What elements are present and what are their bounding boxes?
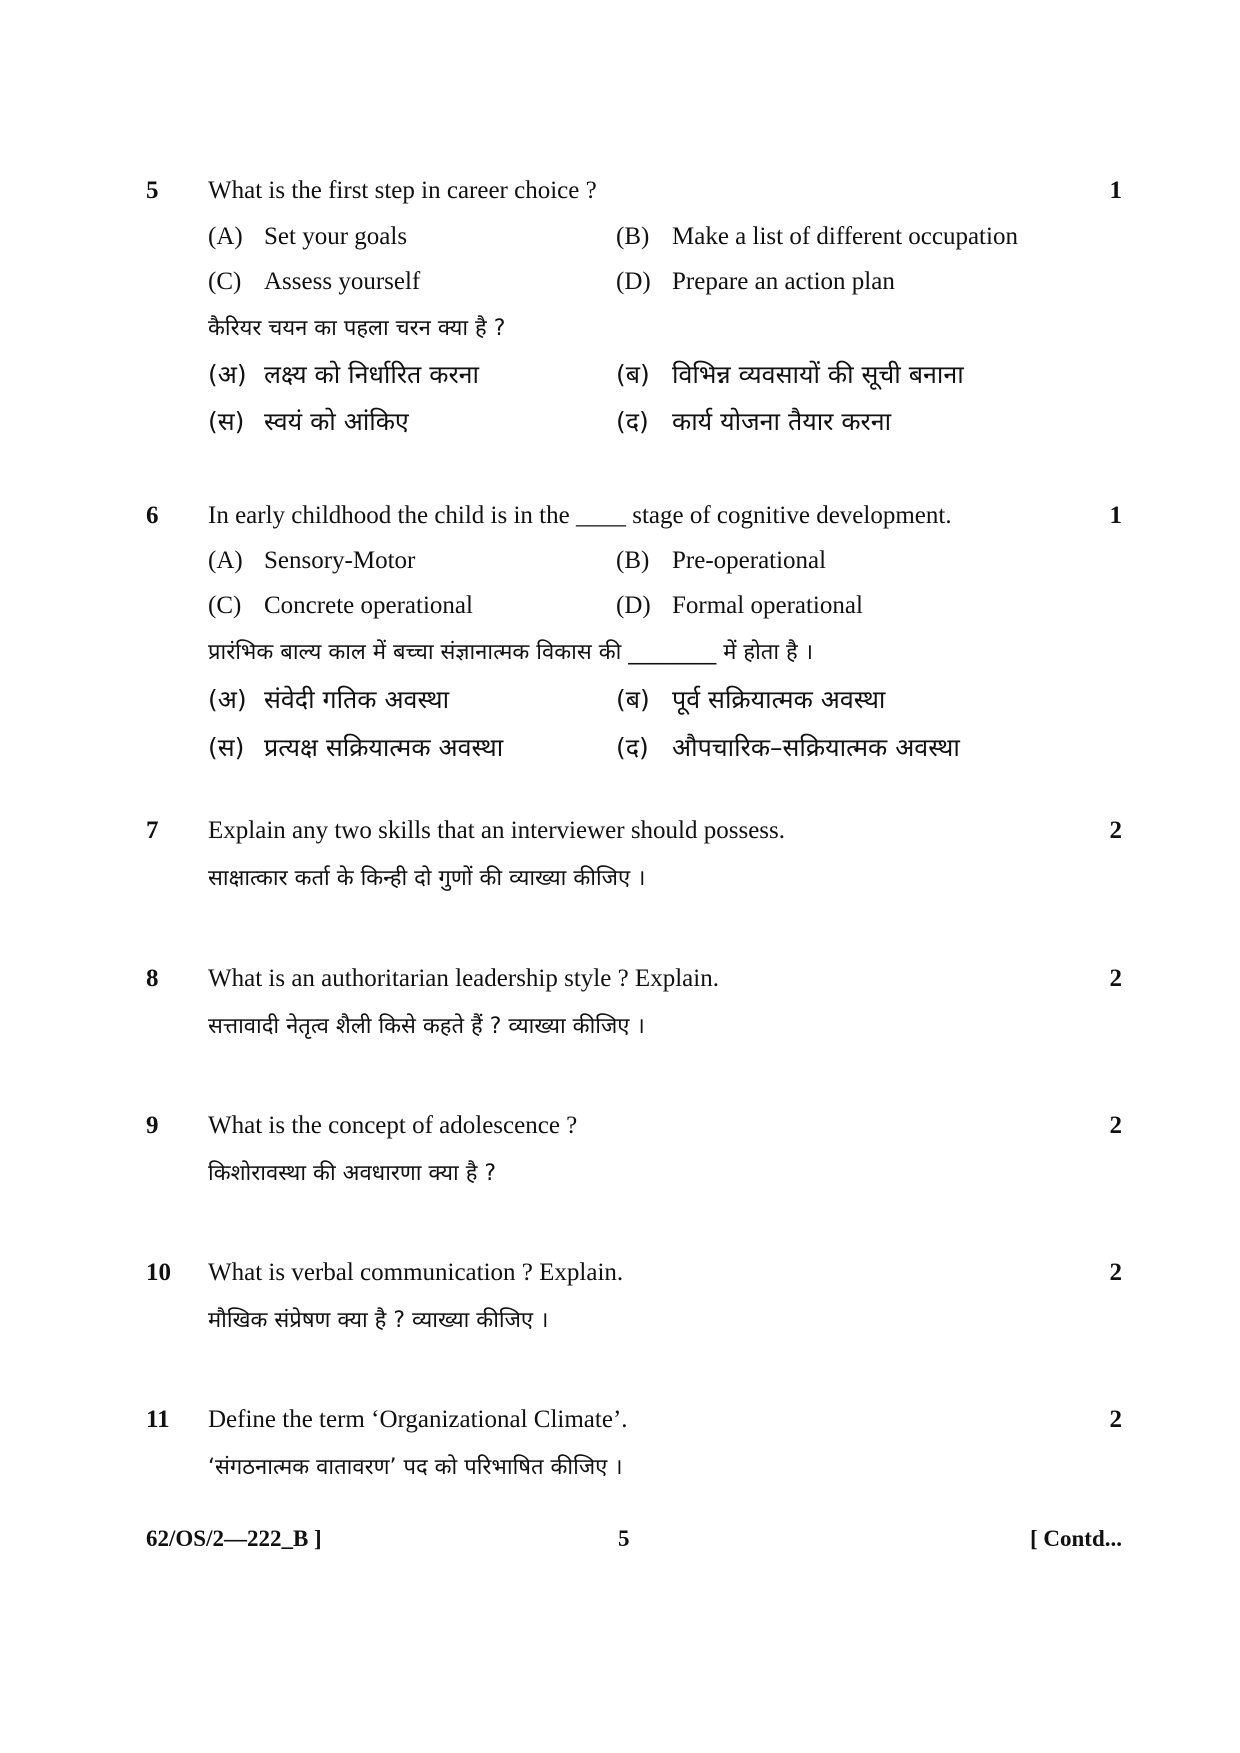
option-text: लक्ष्य को निर्धारित करना	[264, 360, 480, 389]
question-7	[146, 816, 1122, 906]
question-8	[146, 964, 1122, 1054]
option-label: (स)	[208, 733, 245, 762]
question-number: 7	[146, 817, 159, 844]
option-text: प्रत्यक्ष सक्रियात्मक अवस्था	[264, 733, 504, 762]
option-label: (C)	[208, 592, 242, 619]
option-b	[616, 546, 826, 576]
question-marks: 2	[1109, 1406, 1122, 1433]
question-number: 11	[146, 1406, 170, 1433]
option-text: Set your goals	[264, 223, 408, 250]
option-text: विभिन्न व्यवसायों की सूची बनाना	[672, 360, 964, 389]
question-11	[146, 1405, 1122, 1495]
question-text-hindi: कैरियर चयन का पहला चरन क्या है ?	[208, 316, 506, 341]
option-hindi-c	[208, 733, 503, 763]
question-text-english: What is the concept of adolescence ?	[208, 1112, 578, 1139]
option-hindi-a	[208, 685, 449, 715]
paper-code: 62/OS/2—222_B ]	[146, 1526, 322, 1551]
option-label: (B)	[616, 223, 650, 250]
option-label: (स)	[208, 407, 245, 436]
page-number: 5	[618, 1526, 630, 1551]
option-label: (A)	[208, 547, 243, 574]
option-label: (अ)	[208, 360, 247, 389]
question-number: 8	[146, 965, 159, 992]
question-5	[146, 176, 1122, 446]
question-text-hindi: मौखिक संप्रेषण क्या है ? व्याख्या कीजिए ।	[208, 1308, 549, 1333]
question-text-english: What is an authoritarian leadership style ? Explain.	[208, 965, 719, 992]
question-number: 10	[146, 1259, 171, 1286]
option-a	[208, 222, 407, 252]
question-text-hindi: किशोरावस्था की अवधारणा क्या है ?	[208, 1161, 497, 1186]
page-footer	[146, 1524, 1122, 1556]
option-text: Sensory-Motor	[264, 547, 416, 574]
option-label: (द)	[616, 733, 649, 762]
option-text: Formal operational	[672, 592, 863, 619]
option-c	[208, 267, 420, 297]
option-text: संवेदी गतिक अवस्था	[264, 685, 450, 714]
option-d	[616, 267, 895, 297]
option-label: (ब)	[616, 360, 650, 389]
option-label: (अ)	[208, 685, 247, 714]
question-9	[146, 1111, 1122, 1201]
question-text-hindi: ‘संगठनात्मक वातावरण’ पद को परिभाषित कीजिए ।	[208, 1455, 623, 1480]
option-label: (A)	[208, 223, 243, 250]
question-text-english: What is verbal communication ? Explain.	[208, 1259, 624, 1286]
option-label: (ब)	[616, 685, 650, 714]
option-d	[616, 591, 863, 621]
continued-label: [ Contd...	[1029, 1526, 1122, 1551]
option-label: (C)	[208, 268, 242, 295]
option-text: स्वयं को आंकिए	[264, 407, 409, 436]
option-hindi-c	[208, 407, 409, 437]
question-10	[146, 1258, 1122, 1348]
question-marks: 1	[1109, 502, 1122, 529]
option-label: (D)	[616, 268, 651, 295]
option-text: Make a list of different occupation	[672, 223, 1018, 250]
option-text: Assess yourself	[264, 268, 421, 295]
option-text: Prepare an action plan	[672, 268, 895, 295]
option-text: Concrete operational	[264, 592, 473, 619]
question-text-hindi: साक्षात्कार कर्ता के किन्ही दो गुणों की व्याख्या कीजिए ।	[208, 866, 646, 891]
option-text: पूर्व सक्रियात्मक अवस्था	[672, 685, 886, 714]
option-label: (D)	[616, 592, 651, 619]
question-6	[146, 501, 1122, 771]
option-hindi-d	[616, 733, 960, 763]
question-text-hindi: सत्तावादी नेतृत्व शैली किसे कहते हैं ? व्याख्या कीजिए ।	[208, 1014, 645, 1039]
question-text-english: What is the first step in career choice ?	[208, 177, 597, 204]
option-c	[208, 591, 473, 621]
question-number: 9	[146, 1112, 159, 1139]
option-text: औपचारिक–सक्रियात्मक अवस्था	[672, 733, 960, 762]
question-marks: 2	[1109, 1112, 1122, 1139]
option-a	[208, 546, 415, 576]
question-text-english: In early childhood the child is in the ____ stage of cognitive development.	[208, 502, 952, 529]
option-text: कार्य योजना तैयार करना	[672, 407, 892, 436]
question-text-english: Explain any two skills that an interviewer should possess.	[208, 817, 786, 844]
option-label: (द)	[616, 407, 649, 436]
question-number: 6	[146, 502, 159, 529]
question-marks: 2	[1109, 1259, 1122, 1286]
question-text-english: Define the term ‘Organizational Climate’.	[208, 1406, 628, 1433]
option-hindi-b	[616, 685, 885, 715]
question-marks: 1	[1109, 177, 1122, 204]
option-hindi-a	[208, 360, 479, 390]
question-text-hindi: प्रारंभिक बाल्य काल में बच्चा संज्ञानात्मक विकास की ________ में होता है ।	[208, 640, 814, 665]
option-hindi-b	[616, 360, 964, 390]
option-text: Pre-operational	[672, 547, 827, 574]
option-hindi-d	[616, 407, 891, 437]
option-label: (B)	[616, 547, 650, 574]
question-marks: 2	[1109, 965, 1122, 992]
question-number: 5	[146, 177, 159, 204]
question-marks: 2	[1109, 817, 1122, 844]
option-b	[616, 222, 1018, 252]
